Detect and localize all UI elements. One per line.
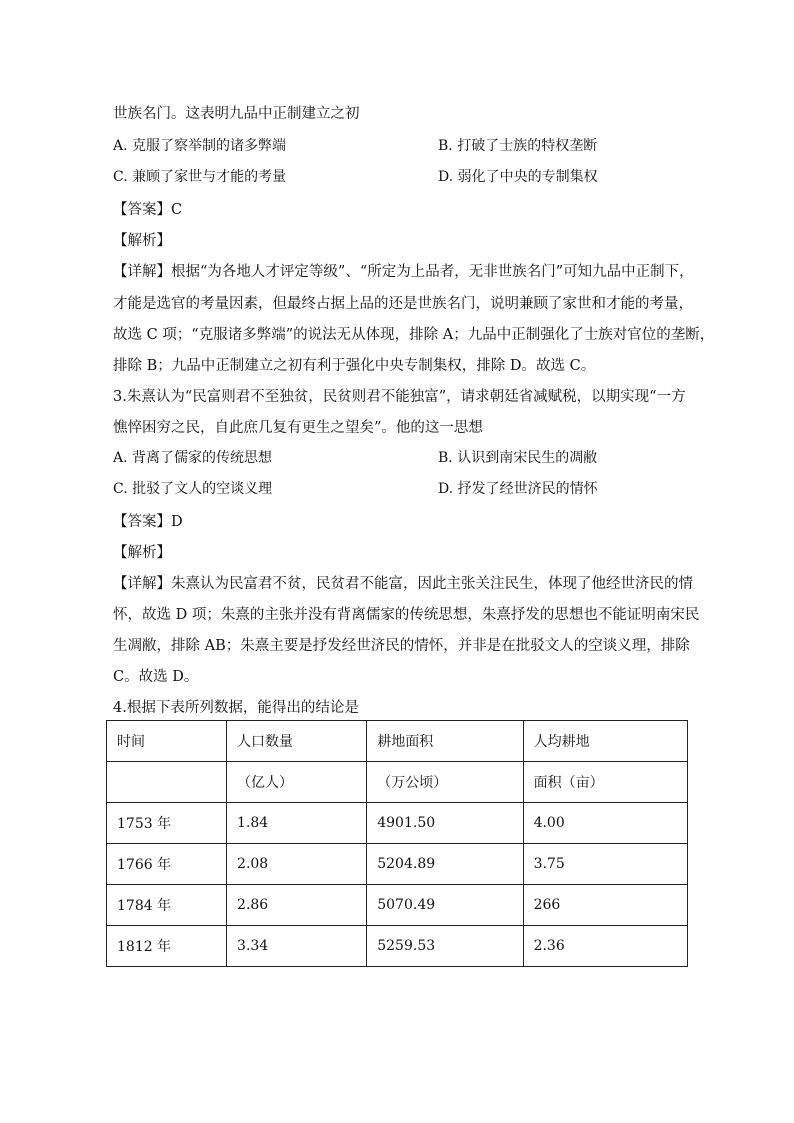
q4-stem: 4.根据下表所列数据，能得出的结论是 <box>113 700 359 716</box>
q3-detail-line: C。故选 D。 <box>113 669 199 685</box>
table-cell: 3.34 <box>227 926 367 967</box>
q3-option-d: D. 抒发了经世济民的情怀 <box>438 481 598 497</box>
table-cell: 1.84 <box>227 803 367 844</box>
table-cell: 5259.53 <box>367 926 523 967</box>
table-cell: 2.36 <box>523 926 687 967</box>
q2-detail-line: 才能是选官的考量因素，但最终占据上品的还是世族名门，说明兼顾了家世和才能的考量， <box>113 296 693 312</box>
table-header-cell: （亿人） <box>227 762 367 803</box>
table-header-cell: 人均耕地 <box>523 721 687 762</box>
table-cell: 5204.89 <box>367 844 523 885</box>
q3-answer: 【答案】D <box>113 514 183 530</box>
q3-option-b: B. 认识到南宋民生的凋敝 <box>438 450 598 466</box>
table-cell: 266 <box>523 885 687 926</box>
q2-option-b: B. 打破了士族的特权垄断 <box>438 138 598 154</box>
q3-detail-line: 【详解】朱熹认为民富君不贫，民贫君不能富，因此主张关注民生，体现了他经世济民的情 <box>113 576 693 592</box>
table-cell: 2.86 <box>227 885 367 926</box>
table-header-cell: 人口数量 <box>227 721 367 762</box>
table-header-cell <box>107 762 227 803</box>
q2-option-d: D. 弱化了中央的专制集权 <box>438 169 598 185</box>
q2-option-a: A. 克服了察举制的诸多弊端 <box>113 138 287 154</box>
q3-stem-line: 憔悴困穷之民，自此庶几复有更生之望矣”。他的这一思想 <box>113 420 483 436</box>
q3-option-c: C. 批驳了文人的空谈义理 <box>113 481 273 497</box>
q2-detail-line: 故选 C 项；“克服诸多弊端”的说法无从体现，排除 A；九品中正制强化了士族对官位的垄断， <box>113 327 715 343</box>
table-row <box>107 926 688 967</box>
q3-detail-line: 怀，故选 D 项；朱熹的主张并没有背离儒家的传统思想，朱熹抒发的思想也不能证明南宋民 <box>113 607 700 623</box>
table-header-cell: 面积（亩） <box>523 762 687 803</box>
q2-answer: 【答案】C <box>113 202 183 218</box>
q3-stem-line: 3.朱熹认为“民富则君不至独贫，民贫则君不能独富”，请求朝廷省减赋税，以期实现“一方 <box>113 389 686 405</box>
data-table <box>106 720 688 967</box>
table-cell: 5070.49 <box>367 885 523 926</box>
table-cell: 4.00 <box>523 803 687 844</box>
table-header-cell: 耕地面积 <box>367 721 523 762</box>
table-cell: 1784 年 <box>107 885 227 926</box>
table-cell: 1812 年 <box>107 926 227 967</box>
table-cell: 2.08 <box>227 844 367 885</box>
table-cell: 1766 年 <box>107 844 227 885</box>
q2-detail-line: 排除 B；九品中正制建立之初有利于强化中央专制集权，排除 D。故选 C。 <box>113 358 596 374</box>
table-row <box>107 844 688 885</box>
q3-detail-line: 生凋敝，排除 AB；朱熹主要是抒发经世济民的情怀，并非是在批驳文人的空谈义理，排除 <box>113 638 690 654</box>
q2-detail-line: 【详解】根据“为各地人才评定等级”、“所定为上品者，无非世族名门”可知九品中正制下， <box>113 264 694 280</box>
q3-analysis-label: 【解析】 <box>113 545 171 561</box>
q2-analysis-label: 【解析】 <box>113 233 171 249</box>
table-row <box>107 885 688 926</box>
table-cell: 3.75 <box>523 844 687 885</box>
q3-option-a: A. 背离了儒家的传统思想 <box>113 450 273 466</box>
q2-stem-tail: 世族名门。这表明九品中正制建立之初 <box>113 106 360 122</box>
table-cell: 4901.50 <box>367 803 523 844</box>
q2-option-c: C. 兼顾了家世与才能的考量 <box>113 169 287 185</box>
table-header-row <box>107 721 688 762</box>
table-header-cell: 时间 <box>107 721 227 762</box>
table-cell: 1753 年 <box>107 803 227 844</box>
table-row <box>107 803 688 844</box>
table-unit-row <box>107 762 688 803</box>
table-header-cell: （万公顷） <box>367 762 523 803</box>
